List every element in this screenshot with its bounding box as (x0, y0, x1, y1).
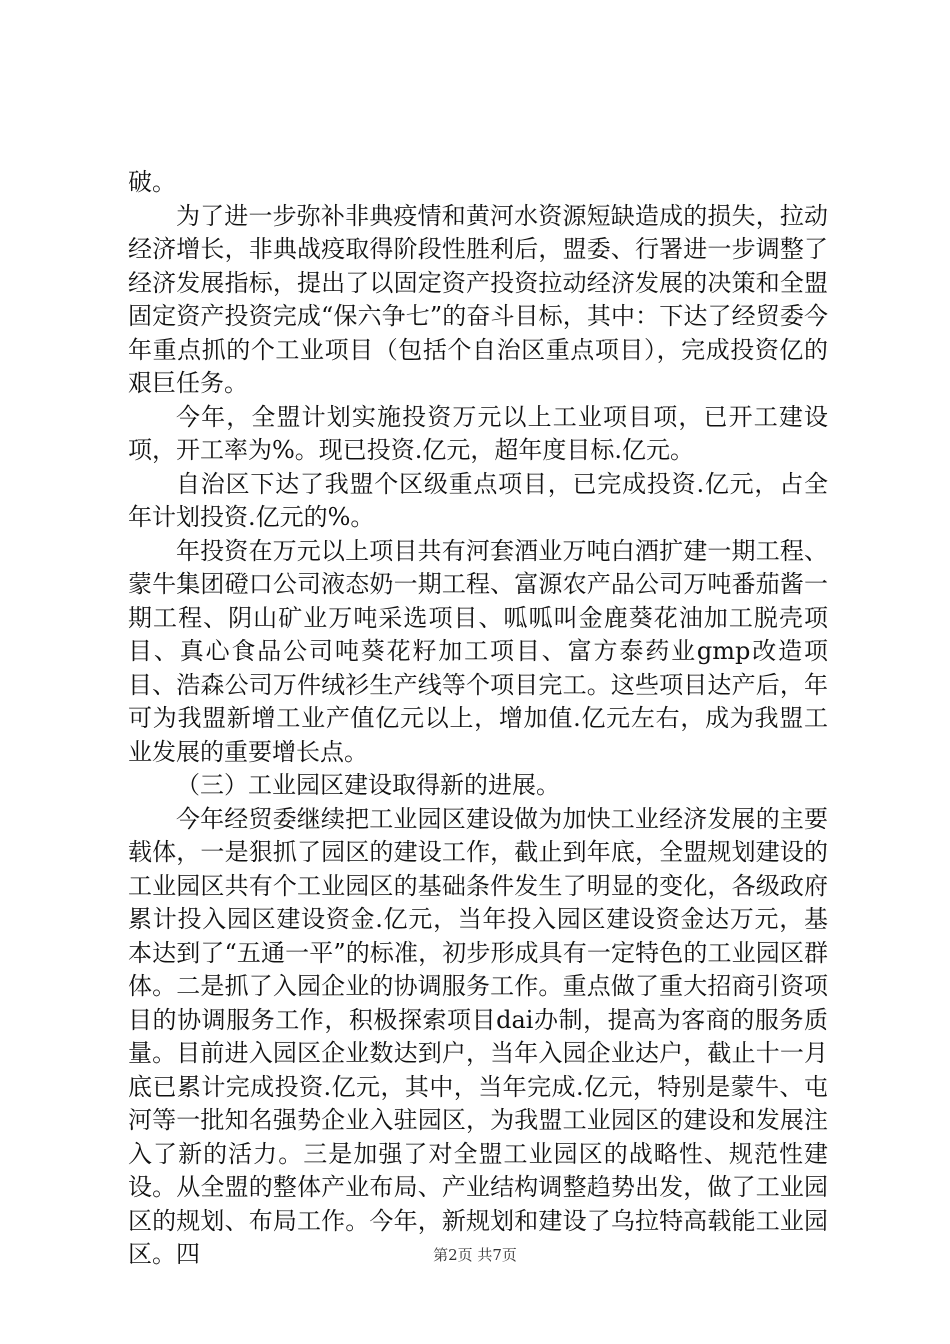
paragraph: 破。 (128, 168, 176, 196)
paragraph: 年投资在万元以上项目共有河套酒业万吨白酒扩建一期工程、蒙牛集团磴口公司液态奶一期工程、富源农产品公司万吨番茄酱一期工程、阴山矿业万吨采选项目、呱呱叫金鹿葵花油加工脱壳项目、真心食品公司吨葵花籽加工项目、富方泰药业gmp改造项目、浩森公司万件绒衫生产线等个项目完工。这些项目达产后，年可为我盟新增工业产值亿元以上，增加值.亿元左右，成为我盟工业发展的重要增长点。 (128, 536, 828, 766)
paragraph: 为了进一步弥补非典疫情和黄河水资源短缺造成的损失，拉动经济增长，非典战疫取得阶段性胜利后，盟委、行署进一步调整了经济发展指标，提出了以固定资产投资拉动经济发展的决策和全盟固定资产投资完成“保六争七”的奋斗目标，其中：下达了经贸委今年重点抓的个工业项目（包括个自治区重点项目），完成投资亿的艰巨任务。 (128, 201, 828, 397)
section-heading: （三）工业园区建设取得新的进展。 (176, 771, 560, 799)
paragraph: 今年经贸委继续把工业园区建设做为加快工业经济发展的主要载体，一是狠抓了园区的建设工作，截止到年底，全盟规划建设的工业园区共有个工业园区的基础条件发生了明显的变化，各级政府累计投入园区建设资金.亿元，当年投入园区建设资金达万元，基本达到了“五通一平”的标准，初步形成具有一定特色的工业园区群体。二是抓了入园企业的协调服务工作。重点做了重大招商引资项目的协调服务工作，积极探索项目dai办制，提高为客商的服务质量。目前进入园区企业数达到户，当年入园企业达户，截止十一月底已累计完成投资.亿元，其中，当年完成.亿元，特别是蒙牛、屯河等一批知名强势企业入驻园区，为我盟工业园区的建设和发展注入了新的活力。三是加强了对全盟工业园区的战略性、规范性建设。从全盟的整体产业布局、产业结构调整趋势出发，做了工业园区的规划、布局工作。今年，新规划和建设了乌拉特高载能工业园区。四 (128, 804, 828, 1268)
paragraph: 自治区下达了我盟个区级重点项目，已完成投资.亿元，占全年计划投资.亿元的%。 (128, 469, 828, 531)
document-body (128, 166, 828, 1272)
page-number-footer: 第2页 共7页 (433, 1246, 517, 1264)
paragraph: 今年，全盟计划实施投资万元以上工业项目项，已开工建设项，开工率为%。现已投资.亿元，超年度目标.亿元。 (128, 402, 828, 464)
